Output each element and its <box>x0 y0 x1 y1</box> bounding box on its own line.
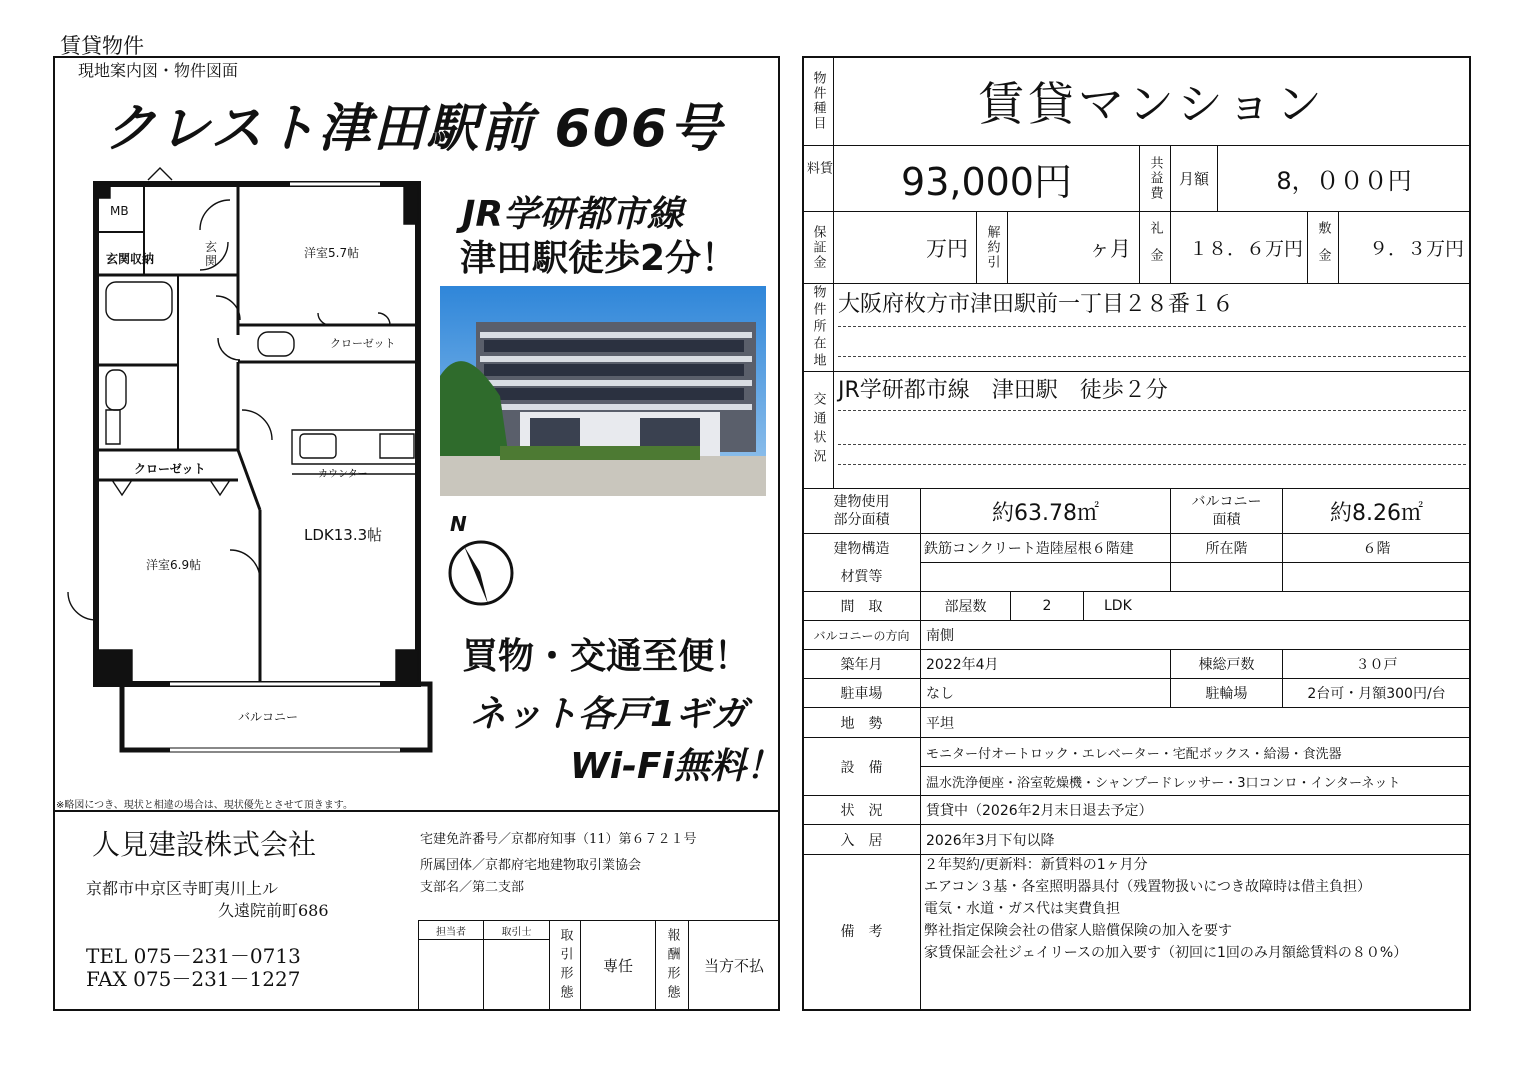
status-label: 状 況 <box>802 795 921 825</box>
common-value: 8，０００円 <box>1217 145 1471 212</box>
area-value: 約63.78㎡ <box>920 488 1171 534</box>
address-label: 物件所在地 <box>802 283 834 372</box>
doc-type: 賃貸物件 <box>60 34 144 58</box>
deposit-value: 万円 <box>833 211 977 284</box>
balcony-label: バルコニー <box>238 710 299 724</box>
layout-label: 間 取 <box>802 591 921 621</box>
floor-plan <box>60 160 440 760</box>
staff-label: 担当者 <box>418 920 484 940</box>
remark-line: 電気・水道・ガス代は実費負担 <box>924 901 1120 917</box>
terrain-label: 地 勢 <box>802 707 921 738</box>
west-room-2-label: 洋室6.9帖 <box>146 558 202 572</box>
building-illustration <box>440 286 766 496</box>
transaction-value: 専任 <box>580 920 656 1011</box>
balcony-label-1: バルコニー <box>1191 494 1262 510</box>
remark-line: 弊社指定保険会社の借家人賠償保険の加入を要す <box>924 923 1232 939</box>
promo-line-3: 買物・交通至便！ <box>462 636 751 677</box>
transport-value: JR学研都市線 津田駅 徒歩２分 <box>838 376 1466 411</box>
promo-line-5: Wi-Fi無料！ <box>570 746 782 787</box>
cancel-value: ヶ月 <box>1007 211 1140 284</box>
structure-label: 建物構造 <box>833 540 890 557</box>
entrance-storage-label: 玄関収納 <box>106 252 155 266</box>
counter-label: カウンター <box>318 469 368 480</box>
bike-value: 2台可・月額300円/台 <box>1282 678 1471 708</box>
security-label: 敷金 <box>1307 211 1339 284</box>
type-label: 物件種目 <box>802 56 834 146</box>
company-fax: FAX 075－231－1227 <box>86 967 301 991</box>
cancel-label: 解約引 <box>976 211 1008 284</box>
transport-line-2 <box>838 410 1466 445</box>
monthly-label: 月額 <box>1170 145 1218 212</box>
branch: 支部名／第二支部 <box>420 880 525 895</box>
association: 所属団体／京都府宅地建物取引業協会 <box>420 858 642 873</box>
equipment-label: 設 備 <box>802 737 921 796</box>
parking-value: なし <box>920 678 1171 708</box>
west-room-1-label: 洋室5.7帖 <box>304 246 360 260</box>
promo-line-2: 津田駅徒歩2分！ <box>460 238 738 279</box>
type-value: 賃貸マンション <box>833 56 1471 146</box>
floorplan-note: ※略図につき、現状と相違の場合は、現状優先とさせて頂きます。 <box>56 800 353 811</box>
north-label: N <box>450 512 467 536</box>
floor-label: 所在階 <box>1205 541 1248 557</box>
area-label-1: 建物使用 <box>833 494 890 510</box>
transport-label: 交通状況 <box>802 371 834 489</box>
company-tel: TEL 075－231－0713 <box>86 944 301 968</box>
balcony-area-value: 約8.26㎡ <box>1282 488 1471 534</box>
key-money-label: 礼金 <box>1139 211 1171 284</box>
remark-line: 家賃保証会社ジェイリースの加入要す（初回に1回のみ月額総賃料の８０%） <box>924 945 1408 961</box>
layout-value: LDK <box>1083 591 1471 621</box>
property-name: クレスト津田駅前 606号 <box>104 99 724 159</box>
balcony-area-label <box>1170 488 1283 534</box>
bike-label: 駐輪場 <box>1170 678 1283 708</box>
floor-value: ６階 <box>1362 541 1391 557</box>
units-label: 棟総戸数 <box>1170 649 1283 679</box>
staff-cell <box>418 939 484 1011</box>
transport-line-3 <box>838 444 1466 465</box>
promo-line-4: ネット各戸1ギガ <box>470 694 748 735</box>
parking-label: 駐車場 <box>802 678 921 708</box>
rooms-label: 部屋数 <box>920 591 1011 621</box>
closet-1-label: クローゼット <box>330 337 396 350</box>
area-label-2: 部分面積 <box>833 512 890 528</box>
equipment-line-1: モニター付オートロック・エレベーター・宅配ボックス・給湯・食洗器 <box>920 737 1471 767</box>
direction-value: 南側 <box>920 620 1471 650</box>
status-value: 賃貸中（2026年2月末日退去予定） <box>920 795 1471 825</box>
fee-label: 報酬形態 <box>655 920 689 1011</box>
company-address-1: 京都市中京区寺町夷川上ル <box>86 879 279 898</box>
compass-icon-svg <box>446 538 516 608</box>
closet-2-label: クローゼット <box>134 462 206 476</box>
deposit-label: 保証金 <box>802 211 834 284</box>
key-money-value: １８．６万円 <box>1170 211 1308 284</box>
entrance-label: 玄関 <box>205 240 218 268</box>
movein-value: 2026年3月下旬以降 <box>920 824 1471 855</box>
license-number: 宅建免許番号／京都府知事（11）第６７２１号 <box>420 832 697 847</box>
fee-value: 当方不払 <box>688 920 780 1011</box>
movein-label: 入 居 <box>802 824 921 855</box>
equipment-line-2: 温水洗浄便座・浴室乾燥機・シャンプードレッサー・3口コンロ・インターネット <box>920 766 1471 796</box>
company-name: 人見建設株式会社 <box>92 828 317 861</box>
security-value: ９．３万円 <box>1338 211 1471 284</box>
address-line-2 <box>838 326 1466 357</box>
remark-line: エアコン３基・各室照明器具付（残置物扱いにつき故障時は借主負担） <box>924 879 1372 895</box>
direction-label: バルコニーの方向 <box>802 620 921 650</box>
compass-icon <box>446 538 516 612</box>
rent-value: 93,000円 <box>833 145 1140 212</box>
remark-line: ２年契約/更新料：新賃料の1ヶ月分 <box>924 857 1148 873</box>
built-value: 2022年4月 <box>920 649 1171 679</box>
promo-line-1: JR学研都市線 <box>462 194 684 235</box>
company-divider <box>53 810 780 812</box>
remarks-label: 備 考 <box>802 854 921 1011</box>
agent-cell <box>483 939 550 1011</box>
structure-value: 鉄筋コンクリート造陸屋根６階建 <box>924 541 1134 557</box>
remarks-list <box>924 854 1469 964</box>
company-address-2: 久遠院前町686 <box>218 901 329 920</box>
subtitle: 現地案内図・物件図面 <box>78 61 239 80</box>
transaction-label: 取引形態 <box>549 920 581 1011</box>
address-value: 大阪府枚方市津田駅前一丁目２８番１６ <box>838 288 1466 327</box>
ldk-label: LDK13.3帖 <box>304 526 383 544</box>
building-photo <box>440 286 766 496</box>
terrain-value: 平坦 <box>920 707 1471 738</box>
rent-label: 賃料 <box>802 145 834 212</box>
mb-label: MB <box>110 204 129 218</box>
area-label <box>802 488 921 534</box>
units-value: ３０戸 <box>1282 649 1471 679</box>
material-label: 材質等 <box>840 568 883 585</box>
agent-label: 取引士 <box>483 920 550 940</box>
rooms-value: 2 <box>1010 591 1084 621</box>
structure-label-cell <box>802 533 921 592</box>
built-label: 築年月 <box>802 649 921 679</box>
common-label: 共益費 <box>1139 145 1171 212</box>
balcony-label-2: 面積 <box>1212 512 1241 528</box>
